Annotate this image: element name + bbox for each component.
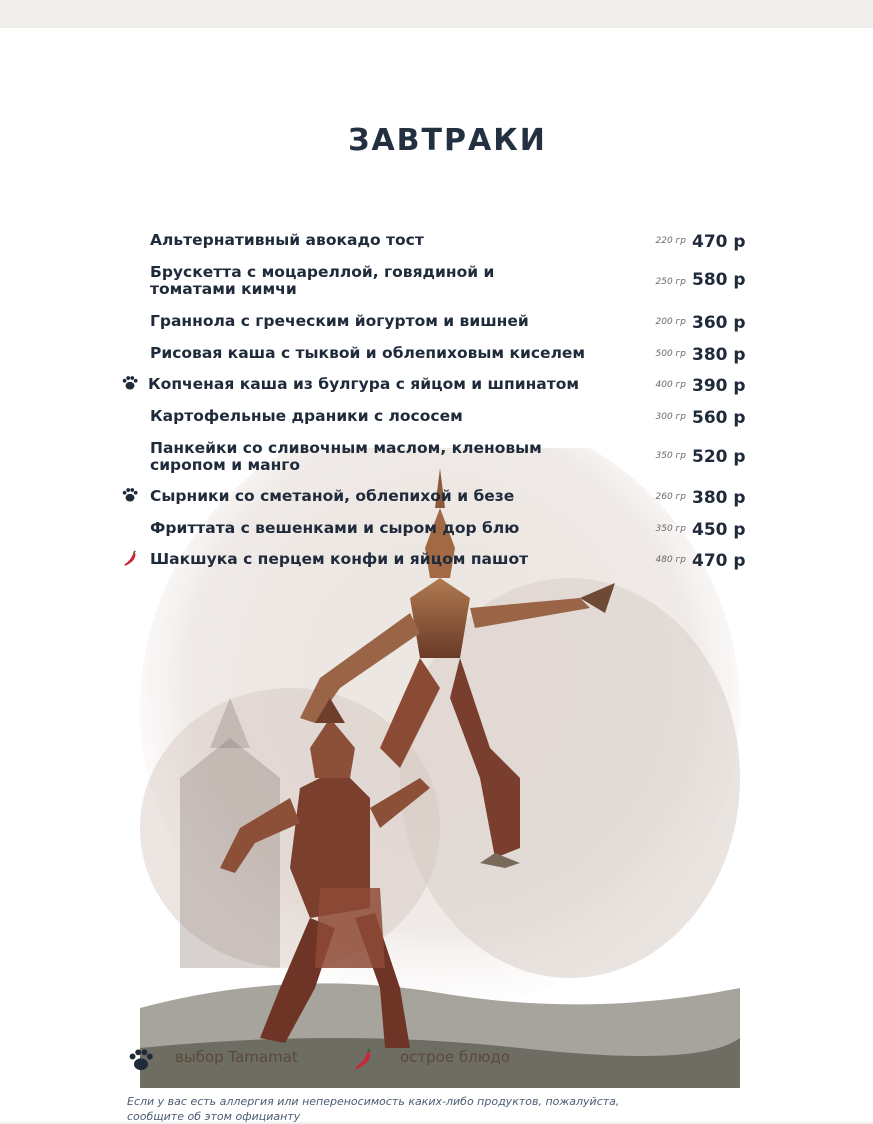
item-price: 390 р: [692, 376, 746, 396]
item-price: 580 р: [692, 270, 746, 290]
page-title: ЗАВТРАКИ: [348, 123, 547, 158]
item-name: Брускетта с моцареллой, говядиной и томатами кимчи: [150, 263, 495, 298]
item-price: 470 р: [692, 232, 746, 252]
allergy-note-line2: сообщите об этом официанту: [127, 1110, 301, 1123]
legend: [125, 1046, 765, 1076]
item-name: Фриттата с вешенками и сыром дор блю: [150, 519, 520, 537]
item-weight: 480 гр: [655, 555, 686, 565]
chili-pepper-icon: [351, 1047, 375, 1073]
item-price: 360 р: [692, 313, 746, 333]
paw-icon: [127, 1046, 155, 1074]
chili-pepper-icon: [121, 550, 139, 568]
allergy-note-line1: Если у вас есть аллергия или непереносимость каких-либо продуктов, пожалуйста,: [127, 1095, 620, 1108]
item-weight: 220 гр: [655, 236, 686, 246]
item-price: 470 р: [692, 551, 746, 571]
paw-icon: [121, 486, 139, 504]
item-name: Рисовая каша с тыквой и облепиховым киселем: [150, 344, 586, 362]
item-name: Шакшука с перцем конфи и яйцом пашот: [150, 550, 529, 568]
item-name: Альтернативный авокадо тост: [150, 231, 424, 249]
item-price: 380 р: [692, 345, 746, 365]
item-price: 380 р: [692, 488, 746, 508]
item-name: Панкейки со сливочным маслом, кленовым сиропом и манго: [150, 439, 542, 474]
item-weight: 350 гр: [655, 451, 686, 461]
item-name: Граннола с греческим йогуртом и вишней: [150, 312, 529, 330]
paw-icon: [121, 374, 139, 392]
item-price: 450 р: [692, 520, 746, 540]
item-weight: 260 гр: [655, 492, 686, 502]
menu-page: [0, 28, 873, 1122]
menu-list: [0, 28, 873, 628]
item-weight: 200 гр: [655, 317, 686, 327]
item-price: 520 р: [692, 447, 746, 467]
legend-paw-label: выбор Tamamat: [175, 1048, 298, 1066]
item-weight: 400 гр: [655, 380, 686, 390]
item-name: Картофельные драники с лососем: [150, 407, 463, 425]
item-name: Сырники со сметаной, облепихой и безе: [150, 487, 515, 505]
allergy-note: [127, 1094, 767, 1124]
item-weight: 250 гр: [655, 277, 686, 287]
item-weight: 350 гр: [655, 524, 686, 534]
item-name: Копченая каша из булгура с яйцом и шпинатом: [148, 375, 580, 393]
item-weight: 500 гр: [655, 349, 686, 359]
legend-chili-label: острое блюдо: [400, 1048, 510, 1066]
item-price: 560 р: [692, 408, 746, 428]
item-weight: 300 гр: [655, 412, 686, 422]
